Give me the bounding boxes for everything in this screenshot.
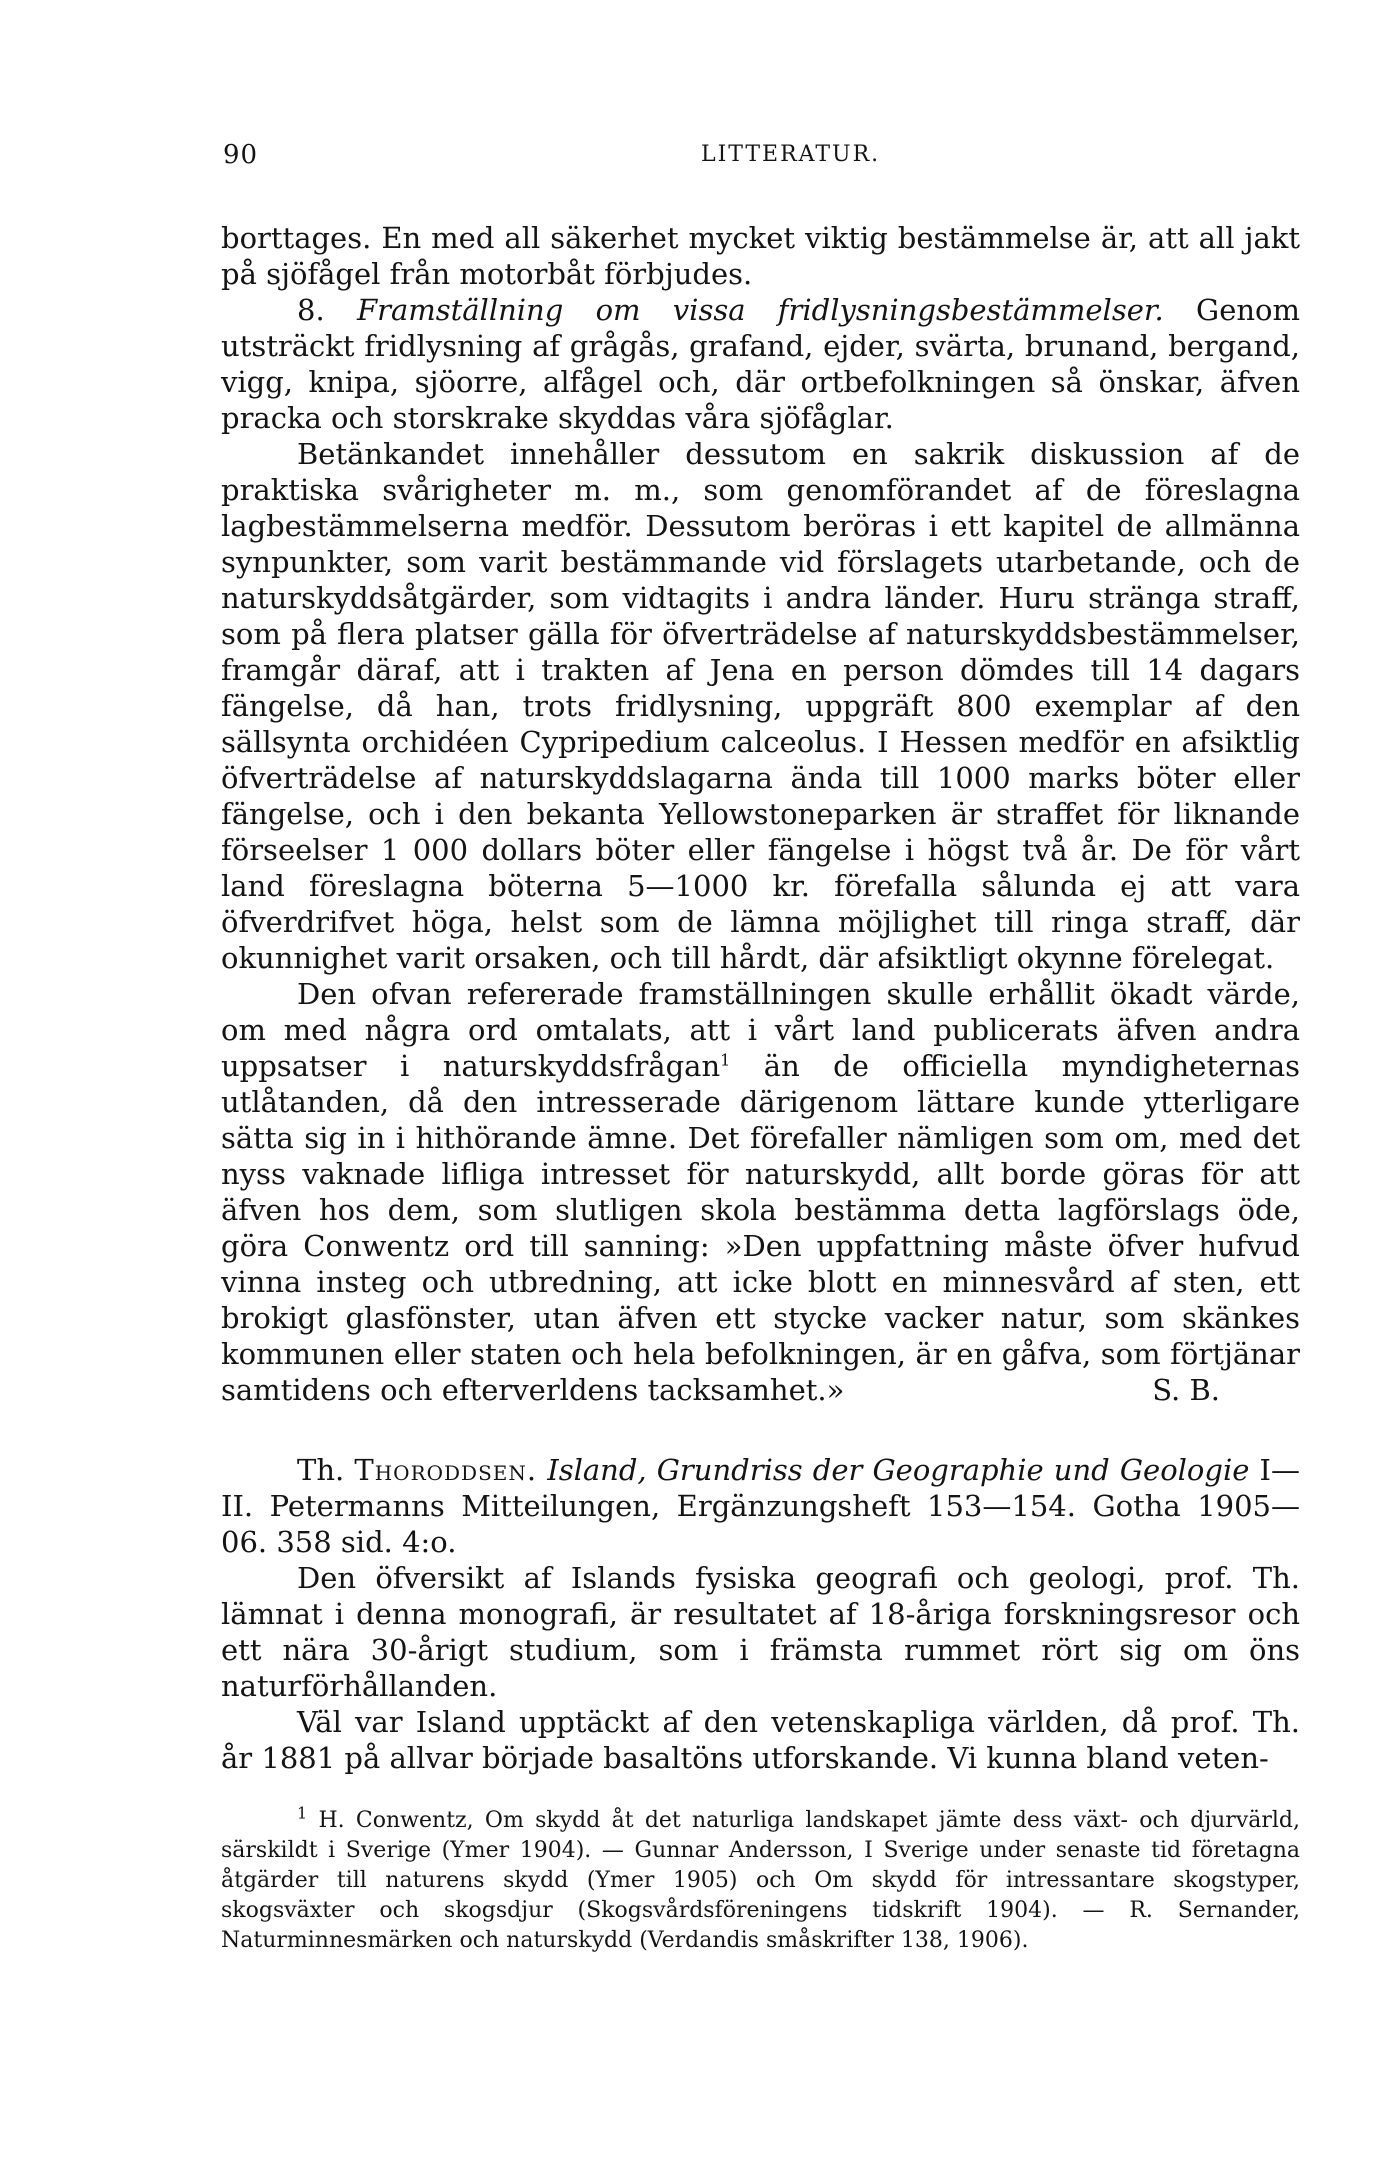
paragraph: Betänkandet innehåller dessutom en sakrik diskussion af de praktiska svårigheter m. m., som genomförandet af de föreslagna lagbestämmelserna medför. Dessutom beröras i ett kapitel de allmänna synpunkter, som varit bestämmande vid förslagets utarbetande, och de naturskyddsåtgärder, som vidtagits i andra länder. Huru stränga straff, som på flera platser gälla för öfverträdelse af naturskyddsbestämmelser, framgår däraf, att i trakten af Jena en person dömdes till 14 dagars fängelse, då han, trots fridlysning, uppgräft 800 exemplar af den sällsynta orchidéen Cypripedium calceolus. I Hessen medför en afsiktlig öfverträdelse af naturskyddslagarna ända till 1000 marks böter eller fängelse, och i den bekanta Yellowstoneparken är straffet för liknande förseelser 1 000 dollars böter eller fängelse i högst två år. De för vårt land föreslagna böterna 5—1000 kr. förefalla sålunda ej att vara öfverdrifvet höga, helst som de lämna möjlighet till ringa straff, där okunnighet varit orsaken, och till hårdt, där afsiktligt okynne förelegat.: [221, 437, 1300, 975]
footnote-reference[interactable]: 1: [720, 1050, 731, 1070]
author-initial: Th.: [297, 1453, 345, 1487]
running-title: LITTERATUR.: [701, 142, 881, 167]
item-number: 8.: [297, 293, 325, 327]
footnote: [221, 1803, 1300, 1956]
review-heading: [221, 1452, 1300, 1560]
book-title: Island, Grundriss der Geographie und Geologie: [547, 1453, 1250, 1487]
author-surname: Thoroddsen.: [354, 1453, 538, 1487]
paragraph-continuation: borttages. En med all säkerhet mycket viktig bestämmelse är, att all jakt på sjöfågel från motorbåt förbjudes.: [221, 221, 1300, 291]
paragraph-with-signature: [221, 976, 1300, 1408]
paragraph-text: än de officiella myndigheternas utlåtanden, då den intresserade därigenom lättare kunde ytterligare sätta sig in i hithörande ämne. Det förefaller nämligen som om, med det nyss vaknade lifliga intresset för naturskydd, allt borde göras för att äfven hos dem, som slutligen skola bestämma detta lagförslags öde, göra Conwentz ord till sanning: »Den uppfattning måste öfver hufvud vinna insteg och utbredning, att icke blott en minnesvård af sten, ett brokigt glasfönster, utan äfven ett stycke vacker natur, som skänkes kommunen eller staten och hela befolkningen, är en gåfva, som förtjänar samtidens och efterverldens tacksamhet.»: [221, 1049, 1300, 1407]
paragraph: Väl var Island upptäckt af den vetenskapliga världen, då prof. Th. år 1881 på allvar började basaltöns utforskande. Vi kunna bland veten-: [221, 1705, 1300, 1775]
signature: S. B.: [1152, 1373, 1220, 1407]
footnote-text: [221, 1803, 1300, 1956]
footnote-body: H. Conwentz, Om skydd åt det naturliga landskapet jämte dess växt- och djurvärld, särskildt i Sverige (Ymer 1904). — Gunnar Andersson, I Sverige under senaste tid företagna åtgärder till naturens skydd (Ymer 1905) och Om skydd för intressantare skogstyper, skogsväxter och skogsdjur (Skogsvårdsföreningens tidskrift 1904). — R. Sernander, Naturminnesmärken och naturskydd (Verdandis småskrifter 138, 1906).: [221, 1808, 1300, 1953]
paragraph-text: Den ofvan refererade framställningen skulle erhållit ökadt värde, om med några ord omtalats, att i vårt land publicerats äfven andra uppsatser i naturskyddsfrågan: [221, 977, 1300, 1083]
numbered-paragraph: [221, 292, 1300, 436]
italic-title: Framställning om vissa fridlysningsbestämmelser.: [356, 293, 1164, 327]
paragraph-text: Genom utsträckt fridlysning af grågås, grafand, ejder, svärta, brunand, bergand, vigg, knipa, sjöorre, alfågel och, där ortbefolkningen så önskar, äfven pracka och storskrake skyddas våra sjöfåglar.: [221, 293, 1301, 435]
body-text: [221, 220, 1300, 1776]
book-details: I—II. Petermanns Mitteilungen, Ergänzungsheft 153—154. Gotha 1905—06. 358 sid. 4:o.: [221, 1453, 1300, 1559]
page-number: 90: [223, 140, 259, 170]
paragraph: Den öfversikt af Islands fysiska geografi och geologi, prof. Th. lämnat i denna monografi, är resultatet af 18-åriga forskningsresor och ett nära 30-årigt studium, som i främsta rummet rört sig om öns naturförhållanden.: [221, 1561, 1300, 1703]
running-head: [221, 140, 1300, 180]
footnote-mark: 1: [297, 1803, 308, 1823]
